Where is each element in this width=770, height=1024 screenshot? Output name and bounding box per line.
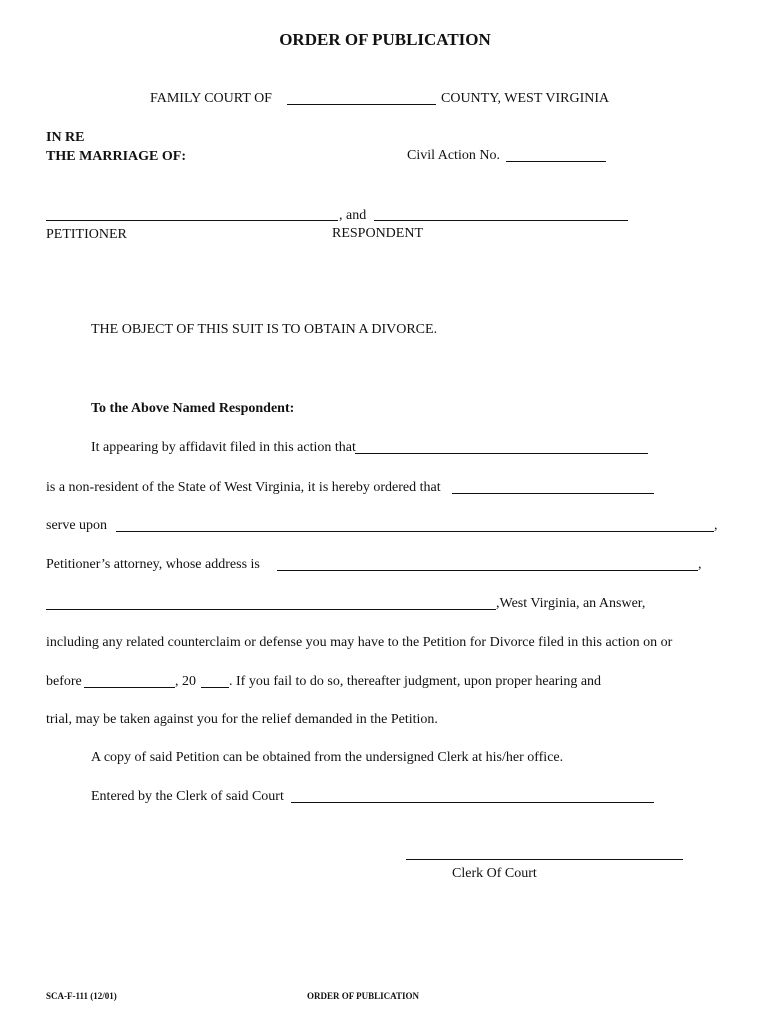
civil-action-label: Civil Action No.	[407, 148, 500, 163]
entered-date-field[interactable]	[291, 802, 654, 803]
body-line-5: ,West Virginia, an Answer,	[496, 596, 646, 611]
deadline-year-field[interactable]	[201, 687, 229, 688]
body-line-3: serve upon	[46, 518, 108, 533]
comma: ,	[714, 518, 718, 533]
clerk-signature-field[interactable]	[406, 859, 683, 860]
attorney-address-continued-field[interactable]	[46, 609, 496, 610]
body-line-1: It appearing by affidavit filed in this action that	[91, 440, 356, 455]
in-re-label: IN RE	[46, 130, 85, 145]
petitioner-name-field[interactable]	[46, 220, 338, 221]
body-line-6: including any related counterclaim or defense you may have to the Petition for Divorce filed in this action on or	[46, 635, 673, 650]
respondent-affidavit-field[interactable]	[355, 453, 648, 454]
footer-title: ORDER OF PUBLICATION	[306, 991, 419, 1001]
body-line-2: is a non-resident of the State of West Virginia, it is hereby ordered that	[46, 480, 441, 495]
page-title: ORDER OF PUBLICATION	[279, 30, 491, 49]
court-prefix: FAMILY COURT OF	[150, 91, 272, 106]
body-line-4: Petitioner’s attorney, whose address is	[46, 557, 260, 572]
marriage-of-label: THE MARRIAGE OF:	[46, 149, 186, 164]
respondent-label: RESPONDENT	[332, 226, 424, 241]
comma: ,	[698, 557, 702, 572]
body-line-7-rest: . If you fail to do so, thereafter judgment, upon proper hearing and	[229, 674, 602, 689]
petitioner-label: PETITIONER	[46, 227, 127, 242]
clerk-of-court-label: Clerk Of Court	[452, 866, 537, 881]
court-suffix: COUNTY, WEST VIRGINIA	[441, 91, 610, 106]
form-id: SCA-F-111 (12/01)	[46, 991, 117, 1001]
deadline-date-field[interactable]	[84, 687, 175, 688]
attorney-address-field[interactable]	[277, 570, 698, 571]
respondent-name-field[interactable]	[374, 220, 628, 221]
salutation: To the Above Named Respondent:	[91, 401, 295, 416]
and-text: , and	[339, 208, 367, 223]
body-line-8: trial, may be taken against you for the relief demanded in the Petition.	[46, 712, 438, 727]
serve-upon-field[interactable]	[116, 531, 714, 532]
body-line-9: A copy of said Petition can be obtained from the undersigned Clerk at his/her office.	[91, 750, 564, 765]
body-line-10: Entered by the Clerk of said Court	[91, 789, 284, 804]
civil-action-number-field[interactable]	[506, 161, 606, 162]
body-line-7-year: , 20	[175, 674, 196, 689]
object-of-suit: THE OBJECT OF THIS SUIT IS TO OBTAIN A DIVORCE.	[91, 322, 438, 337]
ordered-party-field[interactable]	[452, 493, 654, 494]
body-line-7-before: before	[46, 674, 82, 689]
county-field[interactable]	[287, 104, 436, 105]
